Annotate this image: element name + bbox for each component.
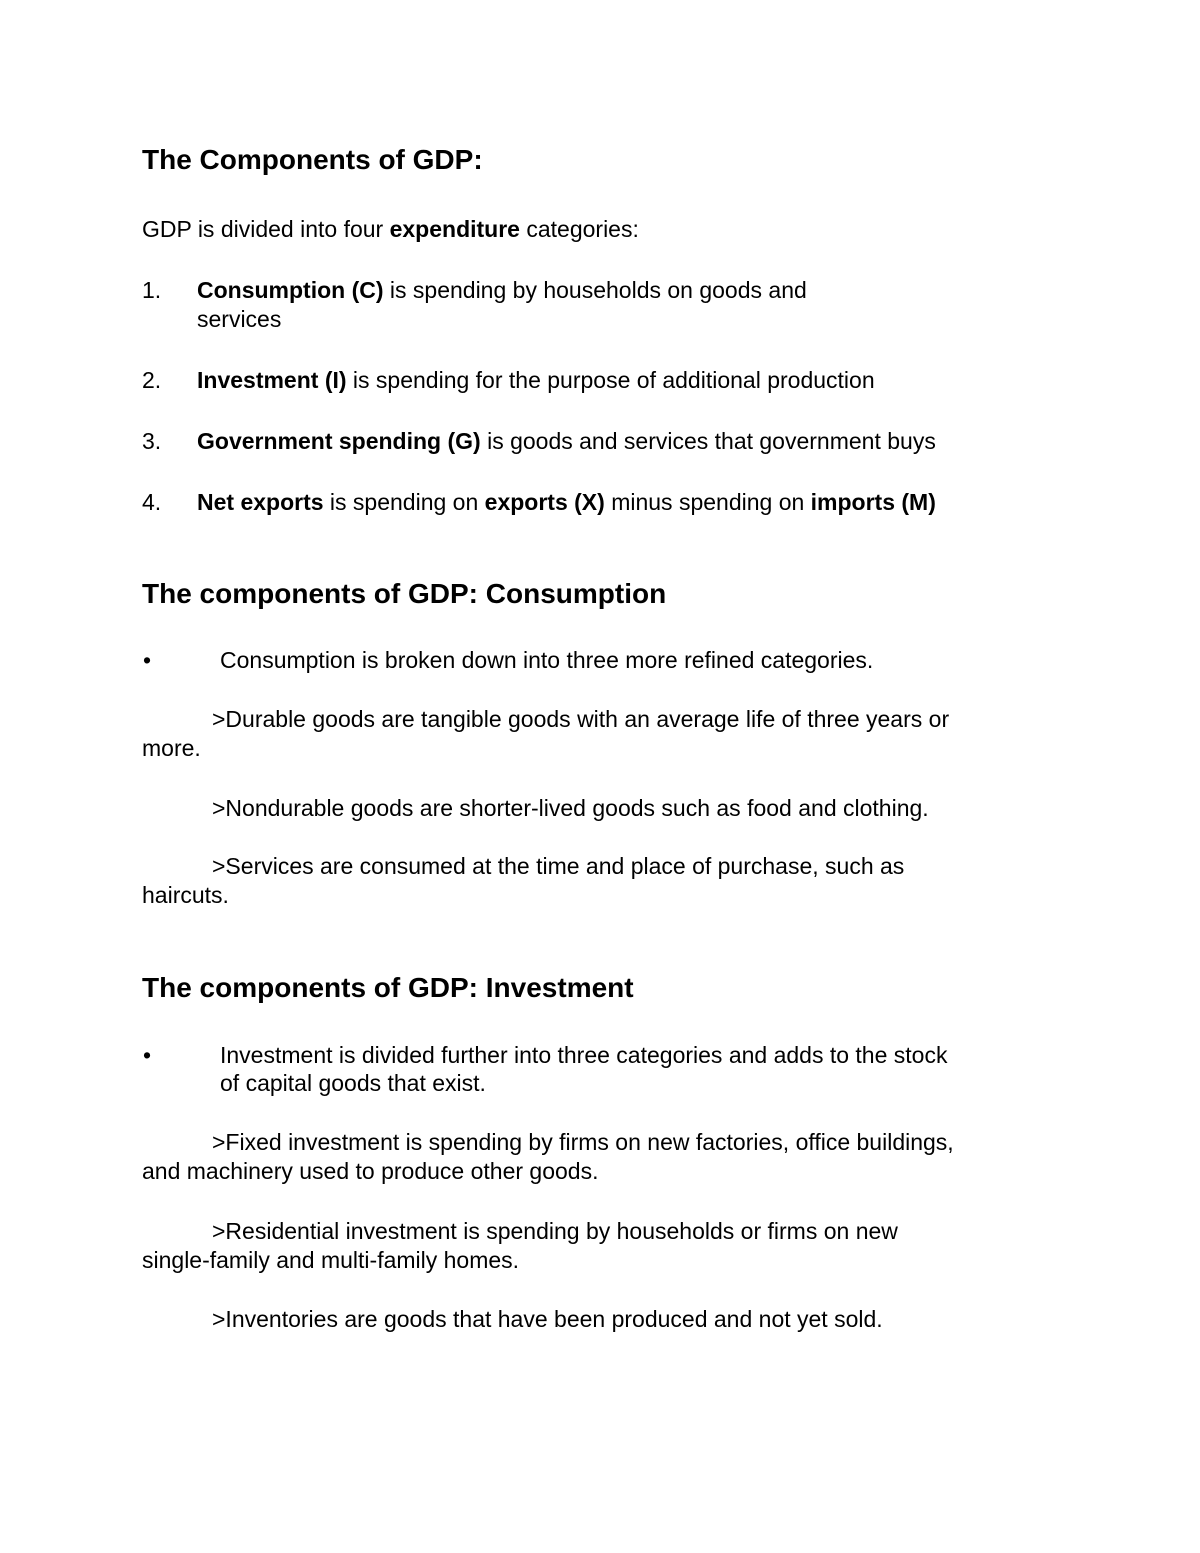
bullet-text-investment-cont: of capital goods that exist. <box>220 1070 486 1096</box>
list-item-text: is goods and services that government buys <box>480 428 936 454</box>
intro-text-pre: GDP is divided into four <box>142 216 390 242</box>
bullet-icon: • <box>143 647 152 673</box>
bullet-icon: • <box>143 1042 152 1068</box>
intro-bold-expenditure: expenditure <box>389 216 520 242</box>
list-item-consumption-cont: services <box>197 306 282 332</box>
sub-nondurable-goods: >Nondurable goods are shorter-lived goods such as food and clothing. <box>212 795 929 821</box>
term-consumption: Consumption (C) <box>197 277 384 303</box>
term-investment: Investment (I) <box>197 367 347 393</box>
term-net-exports: Net exports <box>197 489 324 515</box>
sub-residential-investment: >Residential investment is spending by households or firms on new <box>212 1218 898 1244</box>
list-item-text: is spending by households on goods and <box>383 277 807 303</box>
term-exports: exports (X) <box>484 489 605 515</box>
term-imports: imports (M) <box>810 489 936 515</box>
term-government-spending: Government spending (G) <box>197 428 481 454</box>
intro-paragraph <box>142 215 639 244</box>
list-item-net-exports <box>197 488 936 517</box>
list-number-3: 3. <box>142 428 162 454</box>
intro-text-post: categories: <box>519 216 639 242</box>
list-number-2: 2. <box>142 367 162 393</box>
sub-fixed-investment: >Fixed investment is spending by firms on new factories, office buildings, <box>212 1129 954 1155</box>
section-title-investment: The components of GDP: Investment <box>142 972 634 1003</box>
section-title-consumption: The components of GDP: Consumption <box>142 578 667 609</box>
list-number-4: 4. <box>142 489 162 515</box>
list-number-1: 1. <box>142 277 162 303</box>
list-item-text: minus spending on <box>604 489 811 515</box>
sub-services: >Services are consumed at the time and place of purchase, such as <box>212 853 905 879</box>
sub-fixed-investment-cont: and machinery used to produce other goods. <box>142 1158 599 1184</box>
sub-durable-goods-cont: more. <box>142 735 201 761</box>
list-item-text: is spending for the purpose of additional production <box>346 367 875 393</box>
sub-services-cont: haircuts. <box>142 882 229 908</box>
list-item-government <box>197 427 936 456</box>
list-item-consumption <box>197 276 807 305</box>
section-title-components: The Components of GDP: <box>142 144 483 175</box>
list-item-investment <box>197 366 875 395</box>
sub-inventories: >Inventories are goods that have been produced and not yet sold. <box>212 1306 883 1332</box>
bullet-text-consumption: Consumption is broken down into three more refined categories. <box>220 647 874 673</box>
bullet-text-investment: Investment is divided further into three categories and adds to the stock <box>220 1042 948 1068</box>
sub-residential-investment-cont: single-family and multi-family homes. <box>142 1247 520 1273</box>
list-item-text: is spending on <box>323 489 485 515</box>
sub-durable-goods: >Durable goods are tangible goods with an average life of three years or <box>212 706 950 732</box>
